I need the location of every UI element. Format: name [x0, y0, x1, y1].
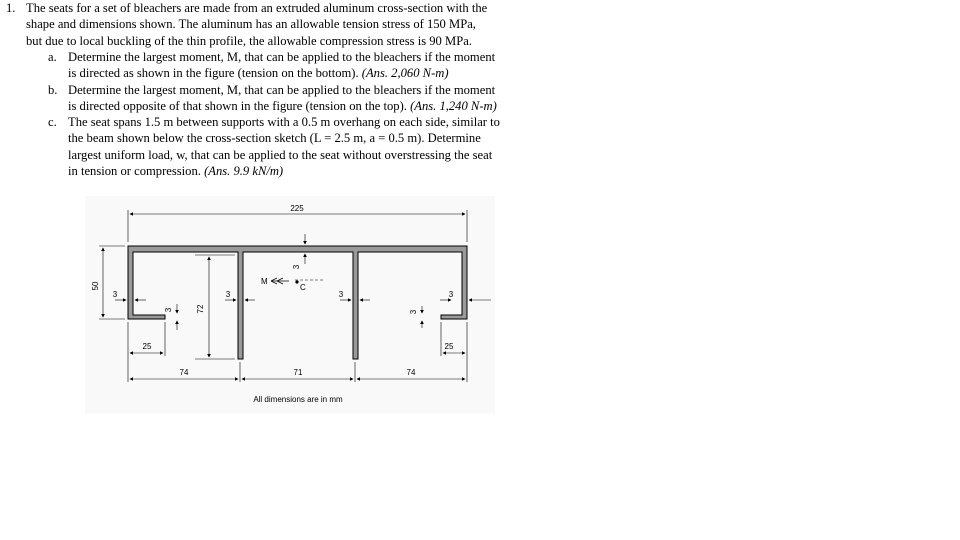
part-letter: a.	[48, 50, 57, 64]
centroid-marker	[295, 280, 325, 292]
extension-lines	[99, 210, 467, 382]
dim-web-height: 72	[196, 304, 205, 314]
cross-section-figure	[85, 196, 495, 414]
part-line: Determine the largest moment, M, that can be applied to the bleachers if the moment	[68, 82, 496, 97]
part-line: in tension or compression.	[68, 164, 205, 179]
stem-line: shape and dimensions shown. The aluminum has an allowable tension stress of 150 MPa,	[26, 17, 476, 32]
dim-left-bay: 74	[179, 368, 189, 377]
part-line-with-answer	[68, 98, 568, 114]
part-line: Determine the largest moment, M, that can be applied to the bleachers if the moment	[68, 50, 496, 64]
moment-label: M	[261, 277, 268, 286]
dim-center-bay: 71	[293, 368, 303, 377]
part-a	[48, 49, 568, 82]
dim-left-lip: 25	[142, 342, 152, 351]
answer-a: (Ans. 2,060 N-m)	[361, 66, 449, 81]
part-line: largest uniform load, w, that can be applied to the seat without overstressing the seat	[68, 147, 493, 162]
part-line-with-answer	[68, 163, 568, 179]
part-line-with-answer	[68, 65, 568, 81]
dim-height: 50	[91, 281, 100, 291]
answer-b: (Ans. 1,240 N-m)	[410, 98, 497, 113]
part-line: is directed opposite of that shown in the figure (tension on the top).	[68, 98, 411, 113]
dim-thick-right-wall: 3	[448, 290, 454, 299]
dim-thick-left-web: 3	[225, 290, 231, 299]
dim-thick-top: 3	[292, 264, 301, 270]
dim-right-lip: 25	[444, 342, 454, 351]
dim-overall-width: 225	[290, 204, 304, 213]
part-line: The seat spans 1.5 m between supports with a 0.5 m overhang on each side, similar to	[68, 115, 500, 130]
problem-number: 1.	[6, 1, 16, 15]
dimensions-note: All dimensions are in mm	[253, 395, 343, 404]
dimension-lines	[103, 214, 491, 379]
part-line: is directed as shown in the figure (tension on the bottom).	[68, 66, 362, 81]
cross-section-svg	[85, 196, 495, 414]
profile-outline	[128, 246, 467, 359]
dim-thick-left-wall: 3	[112, 290, 118, 299]
dim-right-bay: 74	[406, 368, 416, 377]
stem-line: but due to local buckling of the thin profile, the allowable compression stress is 90 MPa.	[26, 33, 472, 48]
problem-stem	[26, 0, 566, 49]
dimension-labels	[91, 204, 454, 377]
centroid-dot	[295, 280, 298, 283]
part-line: the beam shown below the cross-section sketch (L = 2.5 m, a = 0.5 m). Determine	[68, 131, 481, 146]
part-letter: b.	[48, 82, 58, 97]
part-b	[48, 82, 568, 115]
dim-thick-left-lip: 3	[164, 307, 173, 313]
dim-thick-right-web: 3	[338, 290, 344, 299]
profile-shape	[128, 246, 467, 359]
stem-line: The seats for a set of bleachers are made from an extruded aluminum cross-section with the	[26, 1, 488, 15]
answer-c: (Ans. 9.9 kN/m)	[204, 164, 284, 179]
part-letter: c.	[48, 115, 57, 130]
dim-thick-right-lip: 3	[409, 309, 418, 315]
moment-symbol	[261, 277, 289, 286]
centroid-label: C	[300, 283, 306, 292]
problem-parts	[48, 49, 568, 179]
part-c	[48, 114, 568, 179]
